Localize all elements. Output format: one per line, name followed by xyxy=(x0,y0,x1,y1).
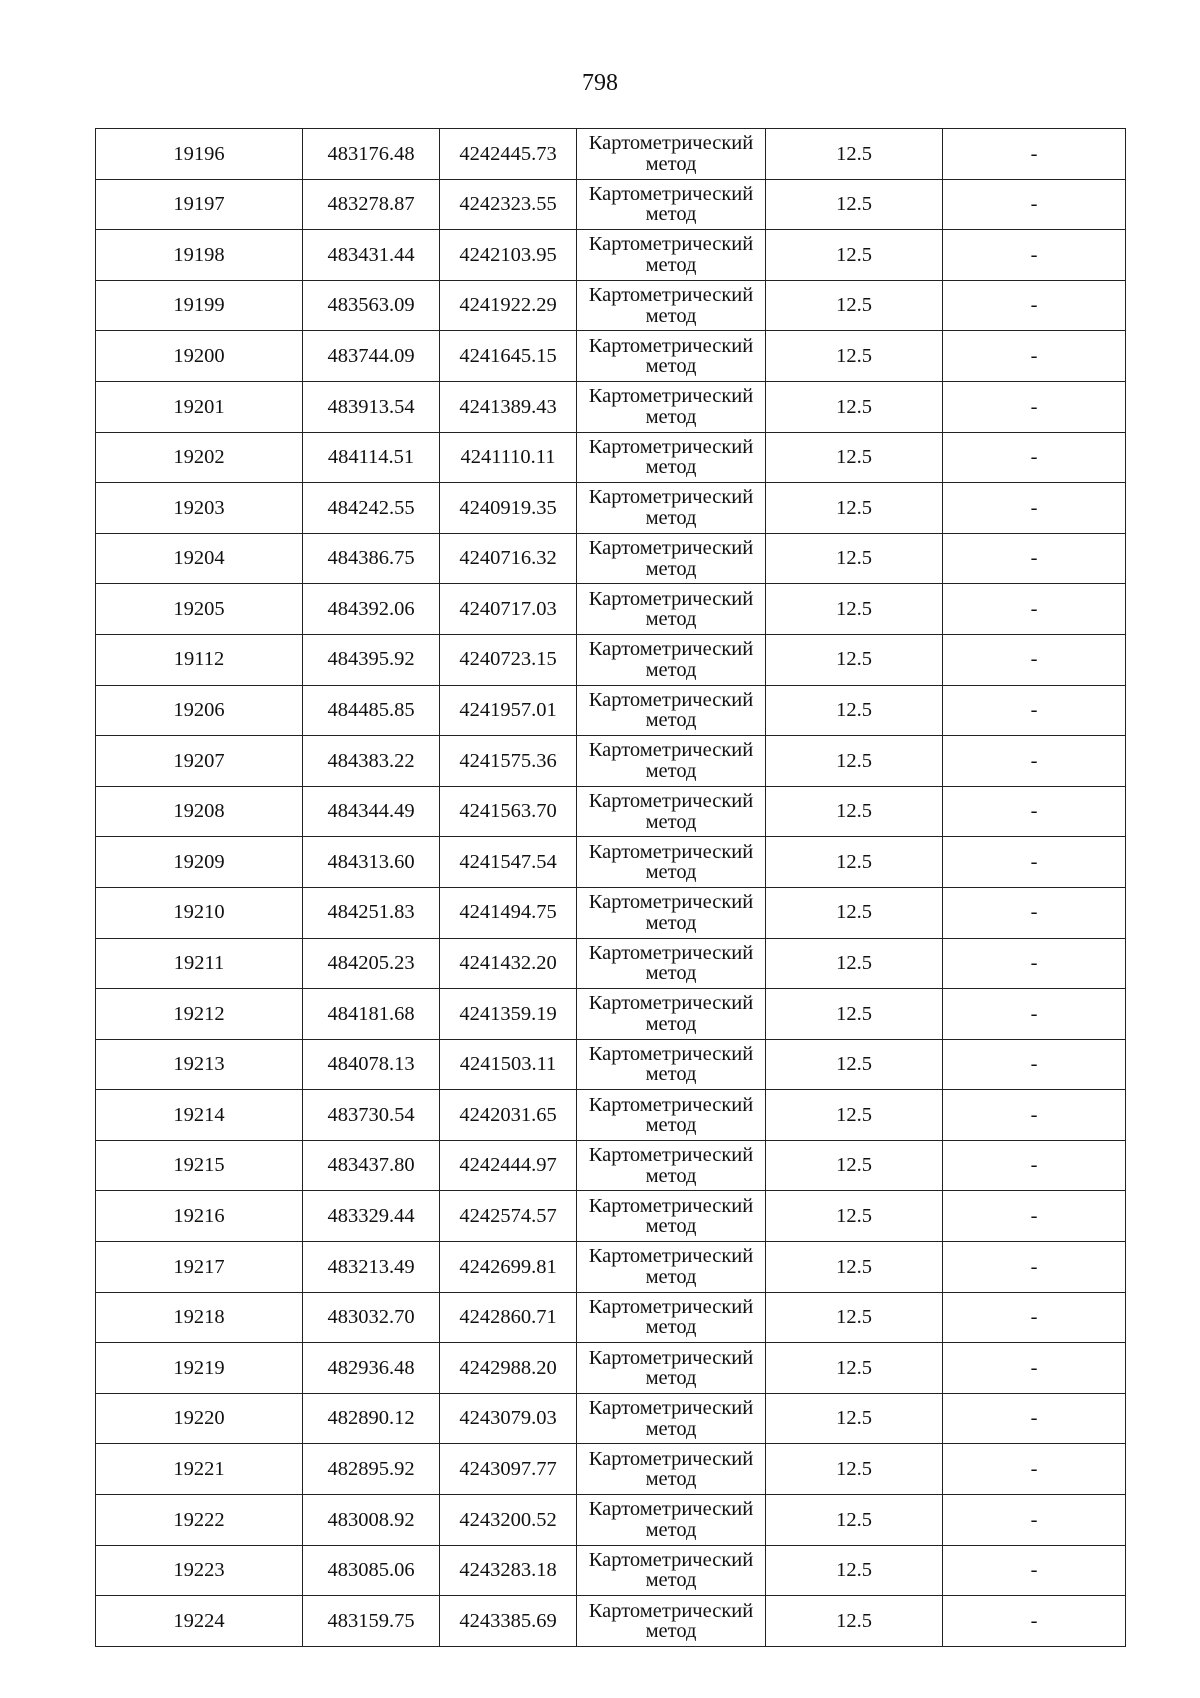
method-cell xyxy=(577,989,766,1040)
note-cell: - xyxy=(943,736,1126,787)
note-cell: - xyxy=(943,230,1126,281)
accuracy-cell: 12.5 xyxy=(766,989,943,1040)
method-line-2: метод xyxy=(645,557,697,580)
method-cell xyxy=(577,685,766,736)
accuracy-cell: 12.5 xyxy=(766,1090,943,1141)
y-coordinate-cell: 4241110.11 xyxy=(440,432,577,483)
method-line-2: метод xyxy=(645,1215,697,1238)
method-line-2: метод xyxy=(645,1468,697,1491)
accuracy-cell: 12.5 xyxy=(766,736,943,787)
method-line-2: метод xyxy=(645,1620,697,1643)
method-line-2: метод xyxy=(645,810,697,833)
note-cell: - xyxy=(943,1140,1126,1191)
method-line-2: метод xyxy=(645,658,697,681)
point-id-cell: 19211 xyxy=(96,938,303,989)
method-line-1: Картометрический xyxy=(588,739,754,762)
point-id-cell: 19217 xyxy=(96,1242,303,1293)
y-coordinate-cell: 4243385.69 xyxy=(440,1596,577,1647)
method-line-1: Картометрический xyxy=(588,1093,754,1116)
x-coordinate-cell: 484313.60 xyxy=(303,837,440,888)
method-line-2: метод xyxy=(645,1569,697,1592)
point-id-cell: 19198 xyxy=(96,230,303,281)
table-row xyxy=(96,230,1126,281)
method-line-1: Картометрический xyxy=(588,1295,754,1318)
note-cell: - xyxy=(943,432,1126,483)
note-cell: - xyxy=(943,1292,1126,1343)
method-cell xyxy=(577,230,766,281)
method-line-2: метод xyxy=(645,709,697,732)
method-cell xyxy=(577,1242,766,1293)
point-id-cell: 19212 xyxy=(96,989,303,1040)
x-coordinate-cell: 484251.83 xyxy=(303,887,440,938)
table-row xyxy=(96,1191,1126,1242)
note-cell: - xyxy=(943,1191,1126,1242)
table-row xyxy=(96,685,1126,736)
point-id-cell: 19215 xyxy=(96,1140,303,1191)
method-line-2: метод xyxy=(645,861,697,884)
accuracy-cell: 12.5 xyxy=(766,634,943,685)
point-id-cell: 19222 xyxy=(96,1495,303,1546)
note-cell: - xyxy=(943,1444,1126,1495)
point-id-cell: 19203 xyxy=(96,483,303,534)
table-row xyxy=(96,1393,1126,1444)
y-coordinate-cell: 4241432.20 xyxy=(440,938,577,989)
point-id-cell: 19201 xyxy=(96,381,303,432)
y-coordinate-cell: 4241547.54 xyxy=(440,837,577,888)
method-line-1: Картометрический xyxy=(588,385,754,408)
method-cell xyxy=(577,1545,766,1596)
note-cell: - xyxy=(943,179,1126,230)
y-coordinate-cell: 4243200.52 xyxy=(440,1495,577,1546)
table-row xyxy=(96,887,1126,938)
y-coordinate-cell: 4242988.20 xyxy=(440,1343,577,1394)
y-coordinate-cell: 4241575.36 xyxy=(440,736,577,787)
x-coordinate-cell: 483913.54 xyxy=(303,381,440,432)
method-cell xyxy=(577,331,766,382)
table-row xyxy=(96,1140,1126,1191)
method-cell xyxy=(577,129,766,180)
note-cell: - xyxy=(943,837,1126,888)
accuracy-cell: 12.5 xyxy=(766,1191,943,1242)
method-line-1: Картометрический xyxy=(588,941,754,964)
method-line-2: метод xyxy=(645,1518,697,1541)
table-row xyxy=(96,1292,1126,1343)
x-coordinate-cell: 483744.09 xyxy=(303,331,440,382)
x-coordinate-cell: 484383.22 xyxy=(303,736,440,787)
method-line-2: метод xyxy=(645,203,697,226)
method-line-2: метод xyxy=(645,911,697,934)
method-line-2: метод xyxy=(645,405,697,428)
accuracy-cell: 12.5 xyxy=(766,887,943,938)
table-row xyxy=(96,938,1126,989)
point-id-cell: 19204 xyxy=(96,533,303,584)
y-coordinate-cell: 4241359.19 xyxy=(440,989,577,1040)
point-id-cell: 19206 xyxy=(96,685,303,736)
note-cell: - xyxy=(943,584,1126,635)
method-line-1: Картометрический xyxy=(588,688,754,711)
method-line-2: метод xyxy=(645,1316,697,1339)
y-coordinate-cell: 4242574.57 xyxy=(440,1191,577,1242)
method-line-1: Картометрический xyxy=(588,1599,754,1622)
method-line-1: Картометрический xyxy=(588,284,754,307)
method-cell xyxy=(577,381,766,432)
x-coordinate-cell: 484181.68 xyxy=(303,989,440,1040)
point-id-cell: 19218 xyxy=(96,1292,303,1343)
accuracy-cell: 12.5 xyxy=(766,584,943,635)
point-id-cell: 19202 xyxy=(96,432,303,483)
accuracy-cell: 12.5 xyxy=(766,1495,943,1546)
x-coordinate-cell: 483008.92 xyxy=(303,1495,440,1546)
accuracy-cell: 12.5 xyxy=(766,230,943,281)
point-id-cell: 19219 xyxy=(96,1343,303,1394)
method-line-1: Картометрический xyxy=(588,1194,754,1217)
method-line-1: Картометрический xyxy=(588,1447,754,1470)
y-coordinate-cell: 4242445.73 xyxy=(440,129,577,180)
method-cell xyxy=(577,1444,766,1495)
table-row xyxy=(96,179,1126,230)
note-cell: - xyxy=(943,989,1126,1040)
method-cell xyxy=(577,1343,766,1394)
method-cell xyxy=(577,1495,766,1546)
table-row xyxy=(96,381,1126,432)
method-line-2: метод xyxy=(645,1367,697,1390)
note-cell: - xyxy=(943,685,1126,736)
method-cell xyxy=(577,280,766,331)
table-row xyxy=(96,634,1126,685)
accuracy-cell: 12.5 xyxy=(766,1343,943,1394)
table-row xyxy=(96,129,1126,180)
table-row xyxy=(96,483,1126,534)
x-coordinate-cell: 483278.87 xyxy=(303,179,440,230)
table-row xyxy=(96,1495,1126,1546)
y-coordinate-cell: 4243097.77 xyxy=(440,1444,577,1495)
method-cell xyxy=(577,736,766,787)
point-id-cell: 19220 xyxy=(96,1393,303,1444)
method-cell xyxy=(577,432,766,483)
method-line-2: метод xyxy=(645,304,697,327)
method-line-2: метод xyxy=(645,759,697,782)
page-number: 798 xyxy=(582,70,618,96)
y-coordinate-cell: 4240716.32 xyxy=(440,533,577,584)
method-line-1: Картометрический xyxy=(588,132,754,155)
accuracy-cell: 12.5 xyxy=(766,1292,943,1343)
point-id-cell: 19213 xyxy=(96,1039,303,1090)
method-line-2: метод xyxy=(645,152,697,175)
x-coordinate-cell: 482890.12 xyxy=(303,1393,440,1444)
point-id-cell: 19223 xyxy=(96,1545,303,1596)
note-cell: - xyxy=(943,786,1126,837)
note-cell: - xyxy=(943,129,1126,180)
note-cell: - xyxy=(943,533,1126,584)
y-coordinate-cell: 4242444.97 xyxy=(440,1140,577,1191)
method-line-1: Картометрический xyxy=(588,435,754,458)
x-coordinate-cell: 483563.09 xyxy=(303,280,440,331)
method-cell xyxy=(577,1090,766,1141)
y-coordinate-cell: 4240919.35 xyxy=(440,483,577,534)
y-coordinate-cell: 4242699.81 xyxy=(440,1242,577,1293)
y-coordinate-cell: 4243079.03 xyxy=(440,1393,577,1444)
accuracy-cell: 12.5 xyxy=(766,1242,943,1293)
table-row xyxy=(96,786,1126,837)
method-cell xyxy=(577,1596,766,1647)
table-row xyxy=(96,1242,1126,1293)
method-line-1: Картометрический xyxy=(588,891,754,914)
accuracy-cell: 12.5 xyxy=(766,938,943,989)
y-coordinate-cell: 4241494.75 xyxy=(440,887,577,938)
table-row xyxy=(96,1444,1126,1495)
method-line-1: Картометрический xyxy=(588,334,754,357)
method-line-2: метод xyxy=(645,253,697,276)
accuracy-cell: 12.5 xyxy=(766,1444,943,1495)
x-coordinate-cell: 484386.75 xyxy=(303,533,440,584)
point-id-cell: 19205 xyxy=(96,584,303,635)
x-coordinate-cell: 483032.70 xyxy=(303,1292,440,1343)
accuracy-cell: 12.5 xyxy=(766,533,943,584)
x-coordinate-cell: 484344.49 xyxy=(303,786,440,837)
note-cell: - xyxy=(943,280,1126,331)
x-coordinate-cell: 483329.44 xyxy=(303,1191,440,1242)
y-coordinate-cell: 4241503.11 xyxy=(440,1039,577,1090)
coordinates-table xyxy=(95,128,1126,1647)
point-id-cell: 19207 xyxy=(96,736,303,787)
method-line-1: Картометрический xyxy=(588,1144,754,1167)
method-line-1: Картометрический xyxy=(588,1498,754,1521)
x-coordinate-cell: 484392.06 xyxy=(303,584,440,635)
point-id-cell: 19221 xyxy=(96,1444,303,1495)
method-cell xyxy=(577,786,766,837)
method-line-2: метод xyxy=(645,1417,697,1440)
table-row xyxy=(96,1343,1126,1394)
point-id-cell: 19208 xyxy=(96,786,303,837)
x-coordinate-cell: 483213.49 xyxy=(303,1242,440,1293)
method-cell xyxy=(577,634,766,685)
accuracy-cell: 12.5 xyxy=(766,432,943,483)
method-cell xyxy=(577,1039,766,1090)
method-line-1: Картометрический xyxy=(588,537,754,560)
point-id-cell: 19112 xyxy=(96,634,303,685)
x-coordinate-cell: 484205.23 xyxy=(303,938,440,989)
accuracy-cell: 12.5 xyxy=(766,381,943,432)
method-line-1: Картометрический xyxy=(588,486,754,509)
method-line-1: Картометрический xyxy=(588,638,754,661)
y-coordinate-cell: 4241922.29 xyxy=(440,280,577,331)
table-row xyxy=(96,837,1126,888)
method-line-1: Картометрический xyxy=(588,790,754,813)
method-cell xyxy=(577,483,766,534)
note-cell: - xyxy=(943,1596,1126,1647)
accuracy-cell: 12.5 xyxy=(766,837,943,888)
method-line-1: Картометрический xyxy=(588,587,754,610)
y-coordinate-cell: 4241957.01 xyxy=(440,685,577,736)
accuracy-cell: 12.5 xyxy=(766,1596,943,1647)
note-cell: - xyxy=(943,938,1126,989)
y-coordinate-cell: 4241389.43 xyxy=(440,381,577,432)
x-coordinate-cell: 484114.51 xyxy=(303,432,440,483)
y-coordinate-cell: 4240723.15 xyxy=(440,634,577,685)
accuracy-cell: 12.5 xyxy=(766,1140,943,1191)
method-line-2: метод xyxy=(645,506,697,529)
method-line-1: Картометрический xyxy=(588,1548,754,1571)
accuracy-cell: 12.5 xyxy=(766,129,943,180)
point-id-cell: 19196 xyxy=(96,129,303,180)
note-cell: - xyxy=(943,1393,1126,1444)
method-line-1: Картометрический xyxy=(588,182,754,205)
note-cell: - xyxy=(943,1039,1126,1090)
method-cell xyxy=(577,887,766,938)
note-cell: - xyxy=(943,1495,1126,1546)
note-cell: - xyxy=(943,634,1126,685)
table-row xyxy=(96,280,1126,331)
y-coordinate-cell: 4241645.15 xyxy=(440,331,577,382)
method-line-2: метод xyxy=(645,1012,697,1035)
method-line-2: метод xyxy=(645,1063,697,1086)
method-line-1: Картометрический xyxy=(588,1397,754,1420)
x-coordinate-cell: 483085.06 xyxy=(303,1545,440,1596)
accuracy-cell: 12.5 xyxy=(766,280,943,331)
accuracy-cell: 12.5 xyxy=(766,1393,943,1444)
note-cell: - xyxy=(943,1090,1126,1141)
x-coordinate-cell: 483176.48 xyxy=(303,129,440,180)
x-coordinate-cell: 482895.92 xyxy=(303,1444,440,1495)
point-id-cell: 19216 xyxy=(96,1191,303,1242)
accuracy-cell: 12.5 xyxy=(766,1039,943,1090)
table-row xyxy=(96,432,1126,483)
method-line-2: метод xyxy=(645,1114,697,1137)
y-coordinate-cell: 4240717.03 xyxy=(440,584,577,635)
accuracy-cell: 12.5 xyxy=(766,483,943,534)
note-cell: - xyxy=(943,1343,1126,1394)
method-cell xyxy=(577,1140,766,1191)
accuracy-cell: 12.5 xyxy=(766,685,943,736)
method-line-1: Картометрический xyxy=(588,840,754,863)
y-coordinate-cell: 4241563.70 xyxy=(440,786,577,837)
table-row xyxy=(96,533,1126,584)
note-cell: - xyxy=(943,887,1126,938)
method-line-1: Картометрический xyxy=(588,992,754,1015)
point-id-cell: 19214 xyxy=(96,1090,303,1141)
method-cell xyxy=(577,179,766,230)
table-row xyxy=(96,1596,1126,1647)
table-row xyxy=(96,331,1126,382)
method-line-2: метод xyxy=(645,962,697,985)
note-cell: - xyxy=(943,1545,1126,1596)
method-cell xyxy=(577,1292,766,1343)
point-id-cell: 19197 xyxy=(96,179,303,230)
point-id-cell: 19209 xyxy=(96,837,303,888)
table-row xyxy=(96,1039,1126,1090)
method-cell xyxy=(577,938,766,989)
table-row xyxy=(96,1090,1126,1141)
x-coordinate-cell: 484078.13 xyxy=(303,1039,440,1090)
note-cell: - xyxy=(943,1242,1126,1293)
point-id-cell: 19210 xyxy=(96,887,303,938)
y-coordinate-cell: 4242323.55 xyxy=(440,179,577,230)
method-cell xyxy=(577,1393,766,1444)
note-cell: - xyxy=(943,381,1126,432)
table-row xyxy=(96,584,1126,635)
accuracy-cell: 12.5 xyxy=(766,786,943,837)
method-line-1: Картометрический xyxy=(588,1346,754,1369)
method-line-2: метод xyxy=(645,1265,697,1288)
y-coordinate-cell: 4242103.95 xyxy=(440,230,577,281)
note-cell: - xyxy=(943,331,1126,382)
method-line-2: метод xyxy=(645,355,697,378)
table-body xyxy=(96,129,1126,1647)
method-line-2: метод xyxy=(645,608,697,631)
point-id-cell: 19224 xyxy=(96,1596,303,1647)
table-row xyxy=(96,1545,1126,1596)
method-line-1: Картометрический xyxy=(588,1245,754,1268)
y-coordinate-cell: 4242031.65 xyxy=(440,1090,577,1141)
accuracy-cell: 12.5 xyxy=(766,331,943,382)
accuracy-cell: 12.5 xyxy=(766,179,943,230)
x-coordinate-cell: 483730.54 xyxy=(303,1090,440,1141)
table-row xyxy=(96,736,1126,787)
point-id-cell: 19200 xyxy=(96,331,303,382)
x-coordinate-cell: 483431.44 xyxy=(303,230,440,281)
x-coordinate-cell: 482936.48 xyxy=(303,1343,440,1394)
accuracy-cell: 12.5 xyxy=(766,1545,943,1596)
y-coordinate-cell: 4242860.71 xyxy=(440,1292,577,1343)
method-line-1: Картометрический xyxy=(588,233,754,256)
x-coordinate-cell: 484485.85 xyxy=(303,685,440,736)
x-coordinate-cell: 483437.80 xyxy=(303,1140,440,1191)
x-coordinate-cell: 484395.92 xyxy=(303,634,440,685)
table-row xyxy=(96,989,1126,1040)
method-cell xyxy=(577,837,766,888)
point-id-cell: 19199 xyxy=(96,280,303,331)
note-cell: - xyxy=(943,483,1126,534)
method-line-2: метод xyxy=(645,456,697,479)
x-coordinate-cell: 483159.75 xyxy=(303,1596,440,1647)
method-cell xyxy=(577,584,766,635)
method-line-2: метод xyxy=(645,1164,697,1187)
x-coordinate-cell: 484242.55 xyxy=(303,483,440,534)
method-cell xyxy=(577,1191,766,1242)
method-cell xyxy=(577,533,766,584)
method-line-1: Картометрический xyxy=(588,1042,754,1065)
y-coordinate-cell: 4243283.18 xyxy=(440,1545,577,1596)
